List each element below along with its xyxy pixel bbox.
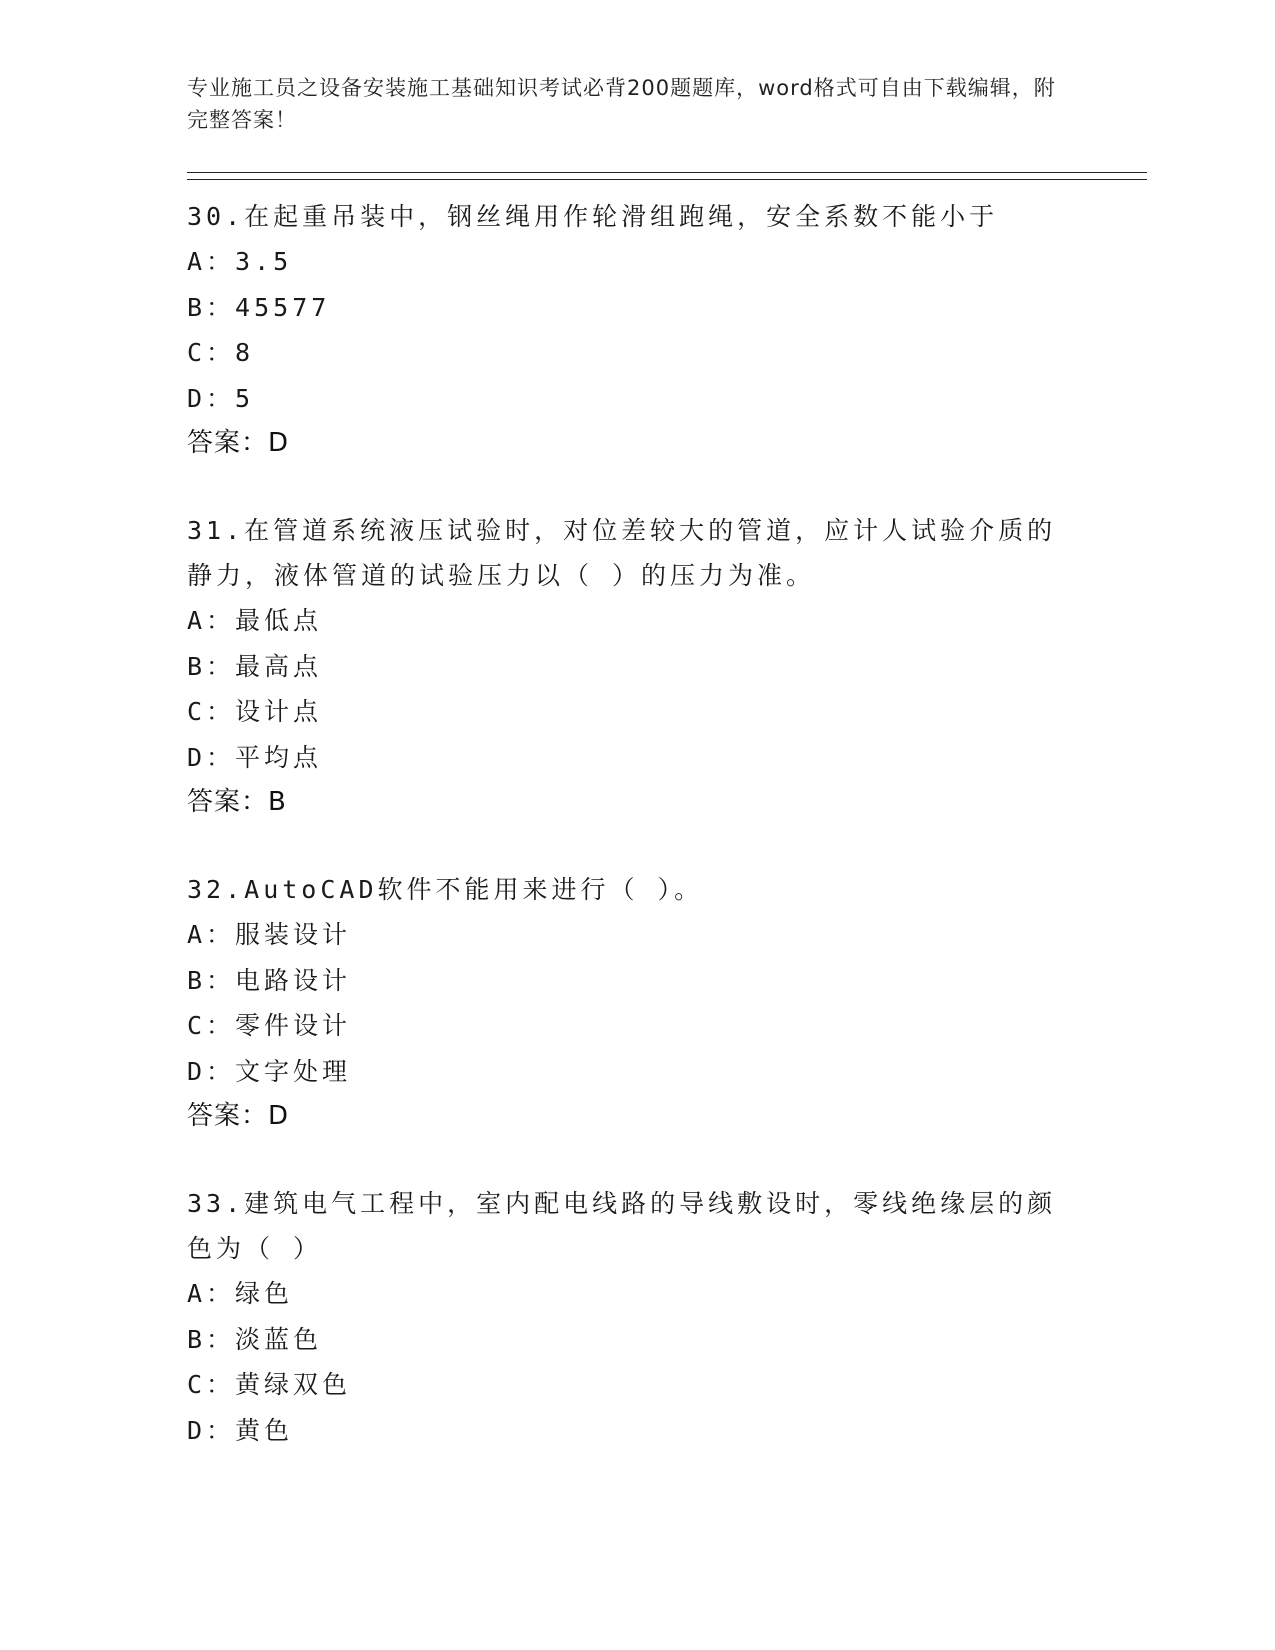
question-30 [187,194,1147,466]
option-c: C：零件设计 [187,1011,352,1040]
option-a: A：3.5 [187,247,293,276]
question-list [187,194,1147,1453]
option-b: B：淡蓝色 [187,1324,323,1354]
document-header: 专业施工员之设备安装施工基础知识考试必背200题题库，word格式可自由下载编辑，附完整答案！ [187,76,1056,132]
option-d: D：5 [187,383,255,413]
document-page [187,72,1147,1495]
header-divider [187,172,1147,180]
option-d: D：文字处理 [187,1056,352,1086]
option-c: C：黄绿双色 [187,1370,352,1399]
question-text: 32.AutoCAD软件不能用来进行（ ）。 [187,875,704,904]
question-text: 30.在起重吊装中，钢丝绳用作轮滑组跑绳，安全系数不能小于 [187,202,999,231]
option-c: C：8 [187,338,255,367]
option-d: D：平均点 [187,742,323,772]
answer-line: 答案：B [187,787,287,817]
question-31 [187,508,1147,825]
question-text: 33.建筑电气工程中，室内配电线路的导线敷设时，零线绝缘层的颜色为（ ） [187,1189,1057,1263]
option-a: A：绿色 [187,1279,294,1308]
option-b: B：45577 [187,292,331,322]
answer-line: 答案：D [187,1101,290,1131]
option-a: A：最低点 [187,606,323,635]
option-c: C：设计点 [187,697,323,726]
option-b: B：电路设计 [187,965,352,995]
answer-line: 答案：D [187,428,290,458]
option-d: D：黄色 [187,1415,294,1445]
option-a: A：服装设计 [187,920,352,949]
question-32 [187,867,1147,1139]
question-text: 31.在管道系统液压试验时，对位差较大的管道，应计人试验介质的静力，液体管道的试验压力以（ ）的压力为准。 [187,516,1057,590]
option-b: B：最高点 [187,651,323,681]
question-33 [187,1181,1147,1453]
